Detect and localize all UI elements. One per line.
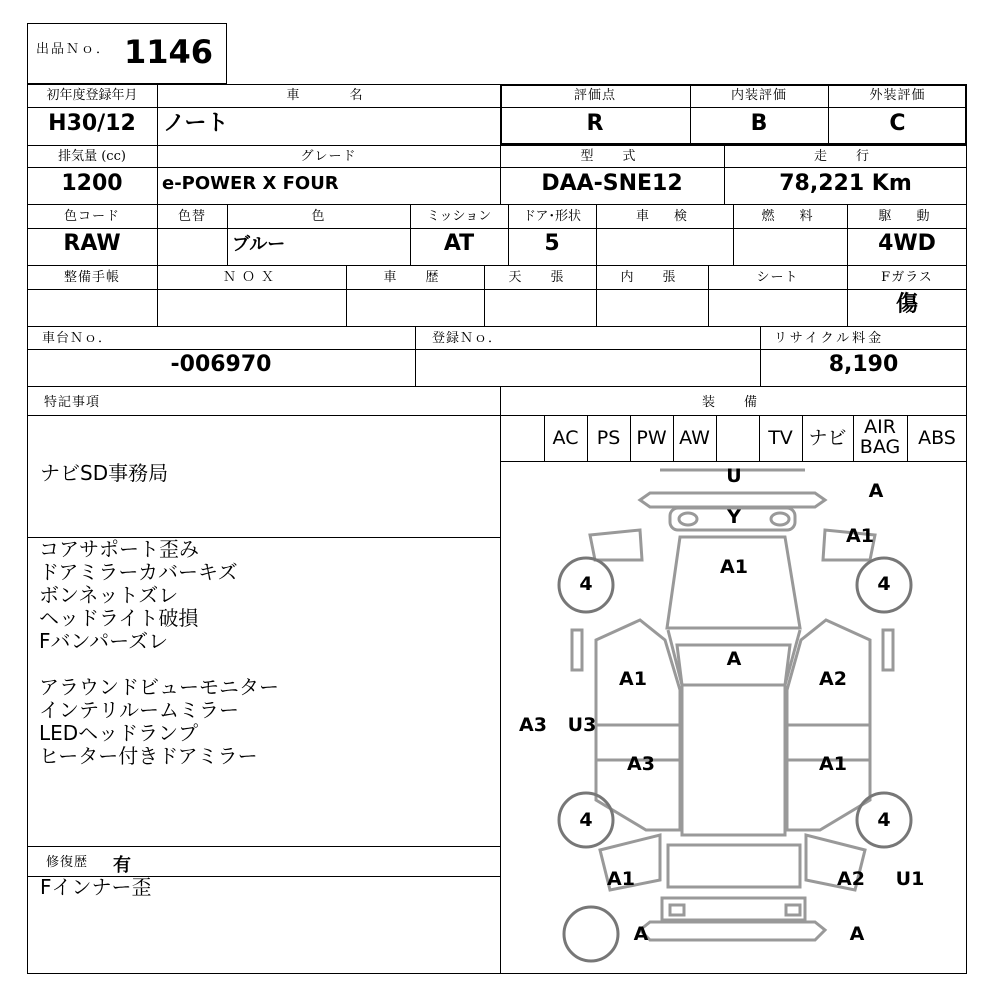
equipment-label: 装 備 xyxy=(701,395,765,410)
lot-number: 1146 xyxy=(124,33,214,71)
regno-label: 登録Ｎｏ． xyxy=(432,331,503,346)
damage-mark: A xyxy=(868,480,884,502)
glass-value: 傷 xyxy=(895,292,918,317)
chassis-label: 車台Ｎｏ． xyxy=(42,331,113,346)
damage-mark: A xyxy=(633,923,649,945)
note-line: Fバンパーズレ xyxy=(39,629,169,653)
note-line: インテリルームミラー xyxy=(39,698,239,722)
interior-value: B xyxy=(750,111,768,136)
damage-mark: A1 xyxy=(819,753,847,775)
equipment-item: AW xyxy=(679,427,710,449)
model-value: DAA-SNE12 xyxy=(541,171,683,196)
equipment-item: AIR BAG xyxy=(859,416,901,458)
color-value: ブルー xyxy=(232,234,286,255)
drive-label: 駆 動 xyxy=(878,209,936,224)
score-label: 評価点 xyxy=(573,88,616,103)
damage-mark: A1 xyxy=(720,556,748,578)
equipment-item: TV xyxy=(768,427,793,449)
service-label: 整備手帳 xyxy=(63,270,120,285)
note-line: LEDヘッドランプ xyxy=(39,721,199,745)
note-line xyxy=(39,653,279,676)
tire-rl-value: 4 xyxy=(579,809,593,831)
seat-label: シート xyxy=(756,270,799,285)
history-label: 車 歴 xyxy=(383,270,447,285)
note-line: アラウンドビューモニター xyxy=(39,675,279,699)
damage-mark: A xyxy=(849,923,865,945)
damage-mark: A1 xyxy=(846,525,874,547)
recolor-label: 色替 xyxy=(177,209,206,224)
name-value: ノート xyxy=(163,111,229,136)
equipment-item: ABS xyxy=(918,427,956,449)
damage-mark: A2 xyxy=(837,868,865,890)
exterior-label: 外装評価 xyxy=(869,88,926,103)
reg-value: H30/12 xyxy=(48,111,136,136)
disp-label: 排気量 (cc) xyxy=(58,149,126,164)
mission-label: ミッション xyxy=(426,209,492,224)
fuel-label: 燃 料 xyxy=(761,209,819,224)
mileage-label: 走 行 xyxy=(813,149,877,164)
interior2-label: 内 張 xyxy=(620,270,684,285)
note-line: ヒーター付きドアミラー xyxy=(39,744,258,768)
tire-rr-value: 4 xyxy=(877,809,891,831)
notes-label: 特記事項 xyxy=(44,395,101,410)
mission-value: AT xyxy=(443,231,475,256)
color-label: 色 xyxy=(311,209,326,224)
damage-mark: A1 xyxy=(607,868,635,890)
roof-label: 天 張 xyxy=(508,270,572,285)
equipment-item: PS xyxy=(596,427,621,449)
note-line: ボンネットズレ xyxy=(39,583,179,607)
equipment-item: PW xyxy=(636,427,667,449)
note-line: ヘッドライト破損 xyxy=(39,606,199,630)
inspection-label: 車 検 xyxy=(635,209,693,224)
equipment-item: AC xyxy=(552,427,579,449)
interior-label: 内装評価 xyxy=(730,88,787,103)
tire-fr-value: 4 xyxy=(877,573,891,595)
recycle-value: 8,190 xyxy=(828,352,899,377)
damage-mark: A2 xyxy=(819,668,847,690)
repair-detail: Fインナー歪 xyxy=(40,875,152,899)
damage-mark: A xyxy=(726,648,742,670)
exterior-value: C xyxy=(889,111,906,136)
colorcode-value: RAW xyxy=(63,231,121,256)
mileage-value: 78,221 Km xyxy=(779,171,912,196)
damage-mark: U xyxy=(726,465,742,487)
recycle-label: リサイクル料金 xyxy=(774,331,885,346)
damage-mark: A1 xyxy=(619,668,647,690)
grade-value: e-POWER X FOUR xyxy=(162,173,339,194)
damage-mark: A3 xyxy=(627,753,655,775)
drive-value: 4WD xyxy=(878,231,936,256)
door-label: ドア･形状 xyxy=(522,209,582,224)
damage-mark: U1 xyxy=(895,868,925,890)
damage-mark: U3 xyxy=(567,714,597,736)
repair-value: 有 xyxy=(113,855,131,876)
colorcode-label: 色コード xyxy=(63,209,120,224)
notes-list xyxy=(39,538,279,768)
door-value: 5 xyxy=(544,231,560,256)
damage-mark: A3 xyxy=(519,714,547,736)
nox-label: ＮＯＸ xyxy=(222,270,280,285)
disp-value: 1200 xyxy=(61,171,123,196)
note-line: コアサポート歪み xyxy=(39,537,199,561)
score-value: R xyxy=(586,111,604,136)
repair-label: 修復歴 xyxy=(46,855,89,870)
reg-label: 初年度登録年月 xyxy=(46,88,138,103)
equipment-row xyxy=(500,415,967,461)
model-label: 型 式 xyxy=(580,149,644,164)
glass-label: Fガラス xyxy=(881,270,933,285)
name-label: 車 名 xyxy=(286,88,371,103)
grade-label: グレード xyxy=(300,149,357,164)
lot-label: 出品Ｎｏ． xyxy=(36,42,112,57)
note-line: ドアミラーカバーキズ xyxy=(39,560,238,584)
damage-mark: Y xyxy=(727,506,741,528)
tire-fl-value: 4 xyxy=(579,573,593,595)
equipment-item: ナビ xyxy=(808,427,847,449)
notes-top: ナビSD事務局 xyxy=(40,461,169,485)
chassis-value: -006970 xyxy=(170,352,272,377)
